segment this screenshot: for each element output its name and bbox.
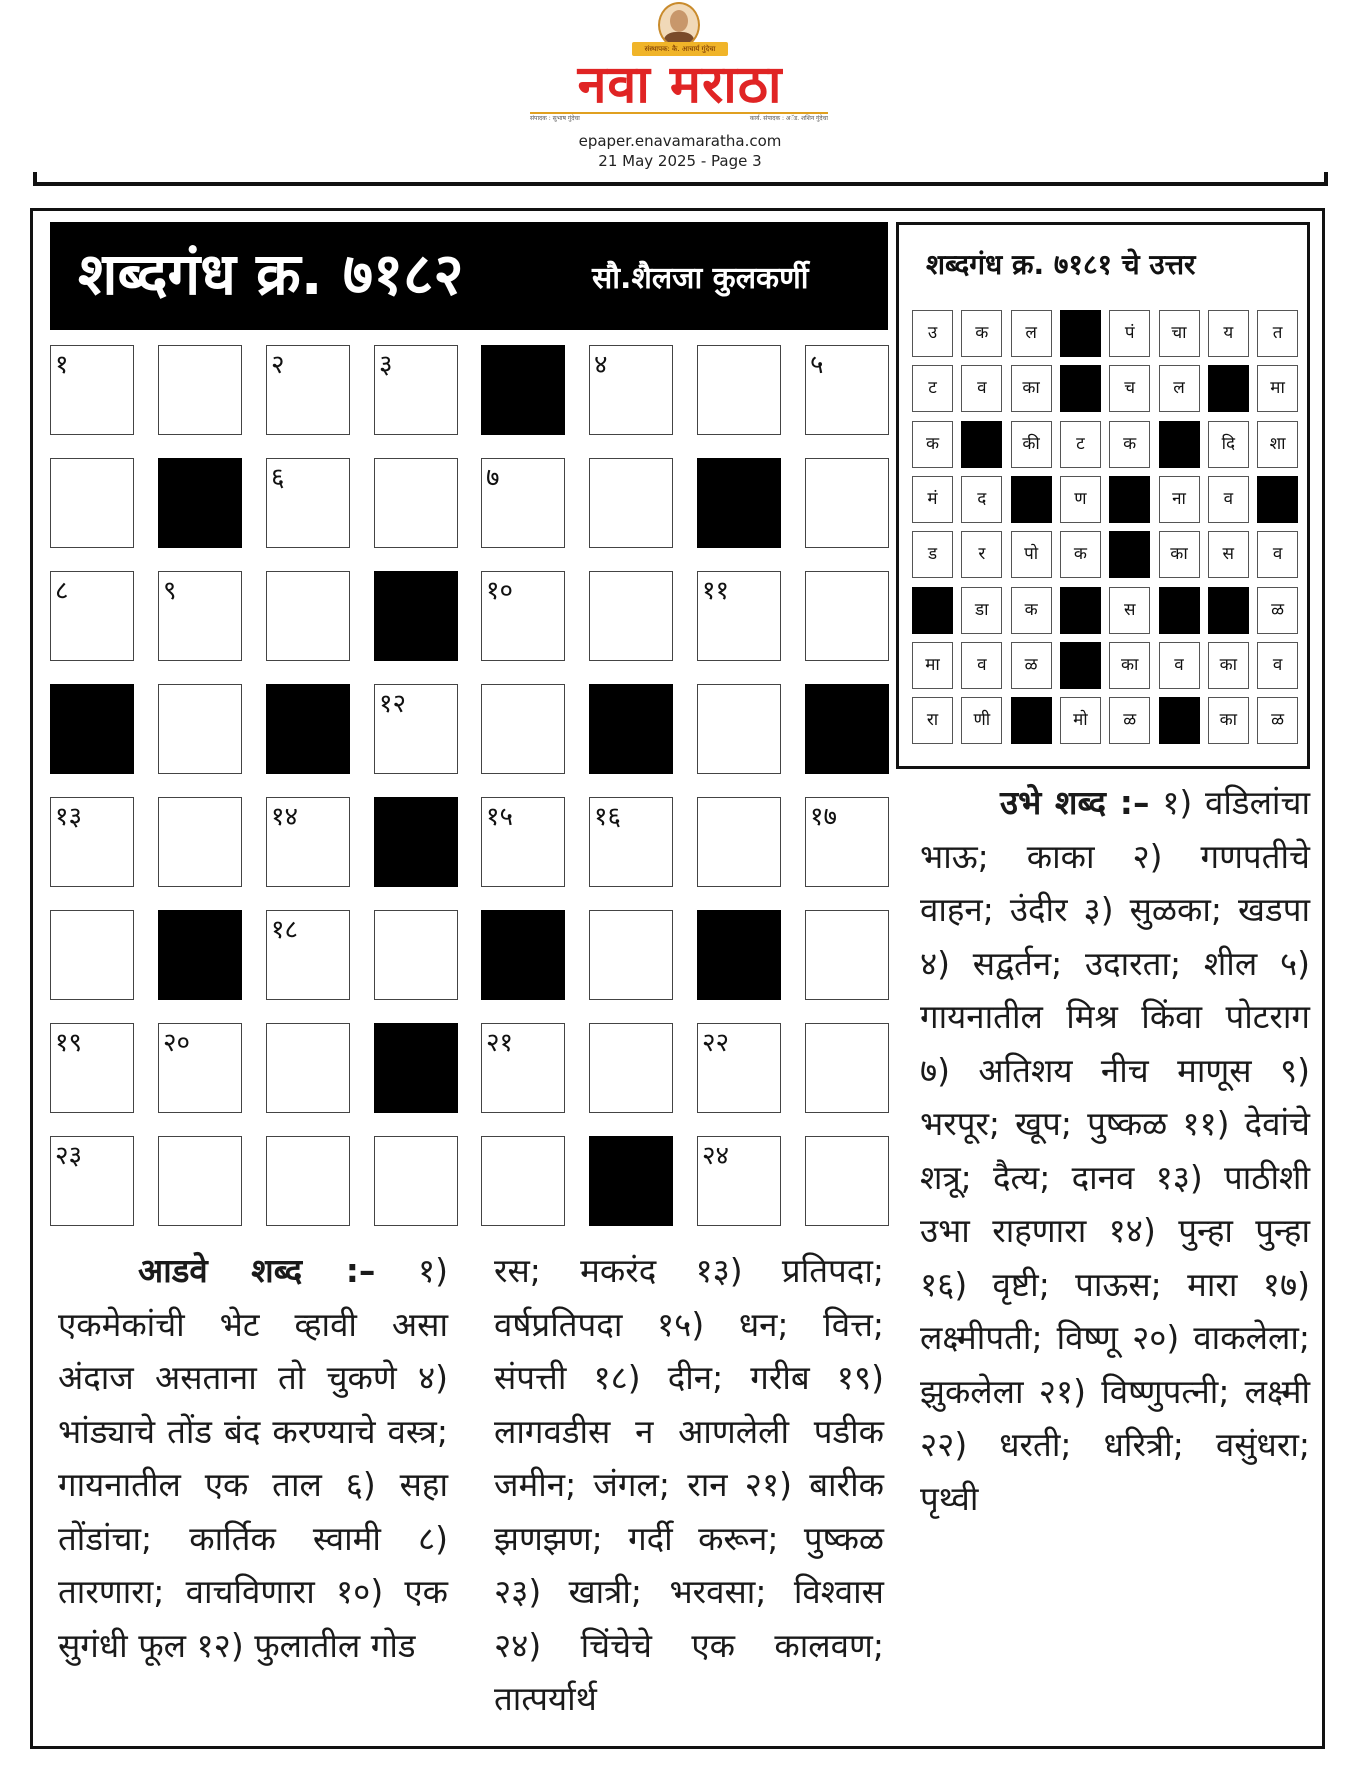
crossword-cell[interactable]: [589, 910, 673, 1000]
top-divider-left-tick: [33, 172, 37, 186]
answer-cell: मं: [912, 476, 953, 523]
crossword-cell[interactable]: [50, 571, 134, 661]
across-heading: आडवे शब्द :–: [138, 1251, 376, 1290]
brand-strip-right: कार्य. संपादक : अॅड. शशिन गुंदेचा: [749, 115, 828, 122]
answer-black-cell: [912, 587, 953, 634]
clue-number: २०: [163, 1028, 191, 1058]
answer-cell: डा: [961, 587, 1002, 634]
answer-black-cell: [1011, 476, 1052, 523]
crossword-cell[interactable]: [481, 684, 565, 774]
epaper-url[interactable]: epaper.enavamaratha.com: [578, 132, 782, 150]
answer-cell: स: [1208, 531, 1249, 578]
crossword-cell[interactable]: [266, 910, 350, 1000]
answer-black-cell: [1257, 476, 1298, 523]
answer-cell: की: [1011, 421, 1052, 468]
crossword-cell[interactable]: [805, 458, 889, 548]
crossword-cell[interactable]: [805, 571, 889, 661]
answer-cell: रा: [912, 697, 953, 744]
clue-number: १३: [55, 802, 83, 832]
crossword-black-cell: [481, 345, 565, 435]
down-clues-column: [920, 776, 1310, 1525]
clue-number: १६: [594, 802, 622, 832]
answer-cell: व: [1257, 642, 1298, 689]
clue-number: २१: [486, 1028, 514, 1058]
answer-black-cell: [1011, 697, 1052, 744]
answer-cell: ड: [912, 531, 953, 578]
crossword-black-cell: [805, 684, 889, 774]
clue-number: २३: [55, 1141, 83, 1171]
clue-number: २: [271, 350, 285, 380]
answer-cell: शा: [1257, 421, 1298, 468]
answer-cell: मो: [1060, 697, 1101, 744]
crossword-cell[interactable]: [697, 571, 781, 661]
crossword-cell[interactable]: [589, 458, 673, 548]
crossword-cell[interactable]: [158, 1136, 242, 1226]
down-clues-body: १) वडिलांचा भाऊ; काका २) गणपतीचे वाहन; उंदीर ३) सुळका; खडपा ४) सद्वर्तन; उदारता; शील ५) गायनातील मिश्र किंवा पोटराग ७) अतिशय नीच माणूस ९) भरपूर; खूप; पुष्कळ ११) देवांचे शत्रू; दैत्य; दानव १३) पाठीशी उभा राहणारा १४) पुन्हा पुन्हा १६) वृष्टी; पाऊस; मारा १७) लक्ष्मीपती; विष्णू २०) वाकलेला; झुकलेला २१) विष्णुपत्नी; लक्ष्मी २२) धरती; धरित्री; वसुंधरा; पृथ्वी: [920, 783, 1310, 1518]
crossword-cell[interactable]: [805, 345, 889, 435]
crossword-black-cell: [589, 1136, 673, 1226]
crossword-cell[interactable]: [374, 345, 458, 435]
answer-cell: उ: [912, 310, 953, 357]
answer-cell: ण: [1060, 476, 1101, 523]
crossword-cell[interactable]: [158, 345, 242, 435]
crossword-cell[interactable]: [266, 571, 350, 661]
answer-cell: व: [961, 365, 1002, 412]
answer-cell: च: [1109, 365, 1150, 412]
clue-number: ५: [810, 350, 824, 380]
answer-cell: क: [1060, 531, 1101, 578]
clue-number: १: [55, 350, 69, 380]
crossword-black-cell: [50, 684, 134, 774]
crossword-black-cell: [158, 910, 242, 1000]
answer-cell: क: [961, 310, 1002, 357]
clue-number: १५: [486, 802, 514, 832]
answer-cell: ळ: [1109, 697, 1150, 744]
puzzle-title-bar: [50, 222, 888, 330]
crossword-cell[interactable]: [266, 458, 350, 548]
answer-cell: क: [1109, 421, 1150, 468]
crossword-cell[interactable]: [697, 345, 781, 435]
answer-black-cell: [1060, 642, 1101, 689]
crossword-cell[interactable]: [374, 684, 458, 774]
across-clues-part-1: १) एकमेकांची भेट व्हावी असा अंदाज असताना तो चुकणे ४) भांड्याचे तोंड बंद करण्याचे वस्त्र; गायनातील एक ताल ६) सहा तोंडांचा; कार्तिक स्वामी ८) तारणारा; वाचविणारा १०) एक सुगंधी फूल १२) फुलातील गोड: [58, 1251, 448, 1665]
puzzle-title: शब्दगंध क्र. ७१८२: [78, 240, 464, 308]
across-clues-column-1: [58, 1244, 448, 1672]
clue-number: २४: [702, 1141, 730, 1171]
down-heading: उभे शब्द :–: [1000, 783, 1150, 822]
answer-cell: ट: [912, 365, 953, 412]
answer-black-cell: [1060, 310, 1101, 357]
answer-black-cell: [1208, 587, 1249, 634]
top-divider-right-tick: [1324, 172, 1328, 186]
clue-number: ९: [163, 576, 177, 606]
crossword-cell[interactable]: [481, 797, 565, 887]
crossword-black-cell: [697, 910, 781, 1000]
crossword-cell[interactable]: [589, 345, 673, 435]
crossword-cell[interactable]: [50, 1136, 134, 1226]
crossword-cell[interactable]: [50, 910, 134, 1000]
crossword-cell[interactable]: [481, 458, 565, 548]
answer-cell: व: [961, 642, 1002, 689]
clue-number: ६: [271, 463, 285, 493]
answer-black-cell: [1159, 421, 1200, 468]
crossword-cell[interactable]: [805, 1023, 889, 1113]
crossword-cell[interactable]: [158, 797, 242, 887]
clue-number: ३: [379, 350, 393, 380]
top-divider: [33, 182, 1328, 186]
crossword-black-cell: [266, 684, 350, 774]
crossword-black-cell: [481, 910, 565, 1000]
crossword-cell[interactable]: [697, 1023, 781, 1113]
crossword-cell[interactable]: [697, 797, 781, 887]
crossword-black-cell: [158, 458, 242, 548]
crossword-cell[interactable]: [697, 1136, 781, 1226]
crossword-cell[interactable]: [50, 797, 134, 887]
clue-number: १९: [55, 1028, 83, 1058]
brand-strip-left: संपादक : सुभाष गुंदेचा: [530, 115, 580, 122]
crossword-black-cell: [589, 684, 673, 774]
clue-number: १२: [379, 689, 407, 719]
crossword-cell[interactable]: [266, 1023, 350, 1113]
crossword-cell[interactable]: [589, 1023, 673, 1113]
crossword-cell[interactable]: [481, 1136, 565, 1226]
answer-black-cell: [1159, 697, 1200, 744]
crossword-cell[interactable]: [697, 684, 781, 774]
clue-number: १८: [271, 915, 299, 945]
crossword-cell[interactable]: [266, 345, 350, 435]
crossword-black-cell: [374, 797, 458, 887]
crossword-cell[interactable]: [266, 797, 350, 887]
answer-cell: क: [912, 421, 953, 468]
answer-cell: पं: [1109, 310, 1150, 357]
answer-cell: पो: [1011, 531, 1052, 578]
crossword-cell[interactable]: [158, 684, 242, 774]
answer-cell: ळ: [1257, 587, 1298, 634]
answer-cell: का: [1208, 697, 1249, 744]
answer-black-cell: [1159, 587, 1200, 634]
answer-cell: य: [1208, 310, 1249, 357]
crossword-cell[interactable]: [50, 345, 134, 435]
crossword-cell[interactable]: [374, 1136, 458, 1226]
crossword-cell[interactable]: [589, 797, 673, 887]
crossword-cell[interactable]: [158, 571, 242, 661]
brand-strip: [530, 112, 828, 126]
answer-cell: व: [1159, 642, 1200, 689]
answer-cell: ल: [1159, 365, 1200, 412]
crossword-cell[interactable]: [50, 458, 134, 548]
clue-number: ४: [594, 350, 608, 380]
answer-cell: त: [1257, 310, 1298, 357]
answer-black-cell: [1208, 365, 1249, 412]
crossword-cell[interactable]: [50, 1023, 134, 1113]
clue-number: १४: [271, 802, 299, 832]
answer-cell: ळ: [1011, 642, 1052, 689]
crossword-cell[interactable]: [481, 571, 565, 661]
answer-cell: व: [1257, 531, 1298, 578]
clue-number: २२: [702, 1028, 730, 1058]
answer-black-cell: [1109, 476, 1150, 523]
answer-cell: द: [961, 476, 1002, 523]
crossword-cell[interactable]: [805, 797, 889, 887]
crossword-cell[interactable]: [589, 571, 673, 661]
newspaper-brand-logo[interactable]: नवा मराठा: [577, 55, 783, 115]
answer-black-cell: [961, 421, 1002, 468]
answer-cell: क: [1011, 587, 1052, 634]
across-clues-column-2: रस; मकरंद १३) प्रतिपदा; वर्षप्रतिपदा १५) धन; वित्त; संपत्ती १८) दीन; गरीब १९) लागवडीस न आणलेली पडीक जमीन; जंगल; रान २१) बारीक झणझण; गर्दी करून; पुष्कळ २३) खात्री; भरवसा; विश्वास २४) चिंचेचे एक कालवण; तात्पर्यार्थ: [494, 1251, 884, 1718]
clue-number: ८: [55, 576, 69, 606]
answer-cell: ट: [1060, 421, 1101, 468]
answer-black-cell: [1060, 365, 1101, 412]
answer-cell: व: [1208, 476, 1249, 523]
crossword-black-cell: [374, 1023, 458, 1113]
answer-black-cell: [1060, 587, 1101, 634]
answer-cell: का: [1109, 642, 1150, 689]
crossword-cell[interactable]: [374, 910, 458, 1000]
epaper-date: 21 May 2025 - Page 3: [598, 152, 762, 170]
crossword-black-cell: [697, 458, 781, 548]
clue-number: १७: [810, 802, 838, 832]
crossword-cell[interactable]: [805, 910, 889, 1000]
masthead: [0, 0, 1358, 190]
answer-cell: स: [1109, 587, 1150, 634]
answer-cell: र: [961, 531, 1002, 578]
answer-cell: का: [1208, 642, 1249, 689]
clue-number: १०: [486, 576, 514, 606]
answer-black-cell: [1109, 531, 1150, 578]
clue-number: ११: [702, 576, 730, 606]
crossword-black-cell: [374, 571, 458, 661]
portrait-head: [670, 10, 688, 32]
previous-answer-title: शब्दगंध क्र. ७१८१ चे उत्तर: [926, 248, 1196, 281]
crossword-cell[interactable]: [374, 458, 458, 548]
crossword-cell[interactable]: [158, 1023, 242, 1113]
answer-cell: मा: [912, 642, 953, 689]
crossword-cell[interactable]: [266, 1136, 350, 1226]
clue-number: ७: [486, 463, 500, 493]
crossword-cell[interactable]: [481, 1023, 565, 1113]
answer-cell: का: [1011, 365, 1052, 412]
answer-cell: णी: [961, 697, 1002, 744]
answer-cell: ल: [1011, 310, 1052, 357]
answer-cell: ना: [1159, 476, 1200, 523]
answer-cell: दि: [1208, 421, 1249, 468]
answer-cell: का: [1159, 531, 1200, 578]
crossword-cell[interactable]: [805, 1136, 889, 1226]
puzzle-author: सौ.शैलजा कुलकर्णी: [592, 261, 809, 296]
answer-cell: चा: [1159, 310, 1200, 357]
answer-cell: मा: [1257, 365, 1298, 412]
logo-ribbon: संस्थापक: कै. आचार्य गुंदेचा: [632, 42, 728, 56]
answer-cell: ळ: [1257, 697, 1298, 744]
